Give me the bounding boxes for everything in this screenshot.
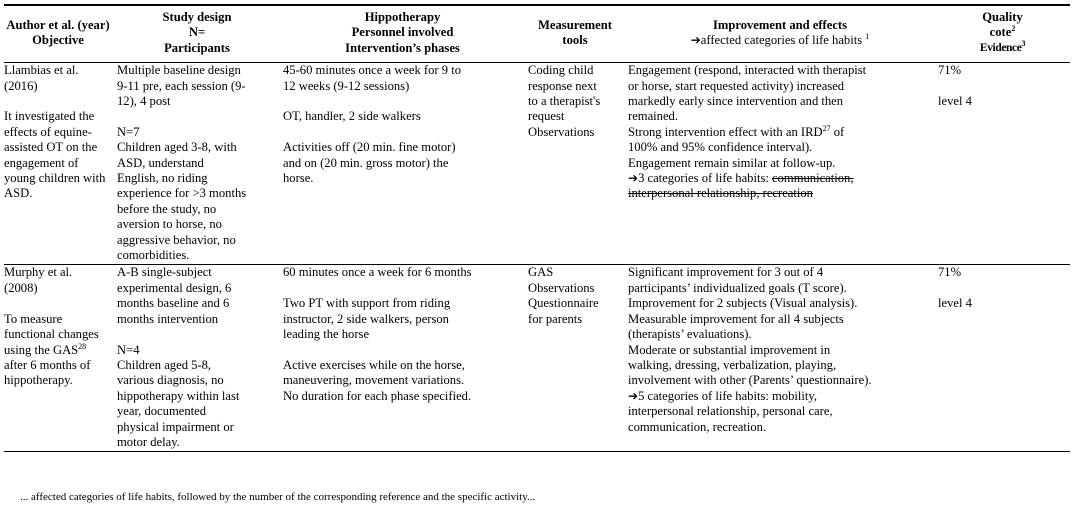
author-objective-cell: Llambias et al. (2016) It investigated the effects of equine- assisted OT on the engagement of young children with ASD. xyxy=(4,63,106,201)
header-measurement-tools: Measurement tools xyxy=(525,5,625,63)
study-design-cell: Multiple baseline design 9-11 pre, each session (9- 12), 4 post N=7 Children aged 3-8, with ASD, understand English, no riding experience for >3 months before the study, no aversion to horse, no aggressive behavior, no comorbidities. xyxy=(117,63,247,263)
effects-cell: Significant improvement for 3 out of 4 participants’ individualized goals (T score). Improvement for 2 subjects (Visual analysis). Measurable improvement for all 4 subjects (therapists’ evaluations). Moderate or substantial improvement in walking, dressing, verbalization, playing, involvement with other (Parents’ questionnaire). ➔5 categories of life habits: mobility, interpersonal relationship, personal care, communication, recreation. xyxy=(625,265,935,452)
header-quality-evidence: Quality cote$^2$ Evidence$^3$ xyxy=(935,5,1070,63)
measurement-tools-cell: Coding child response next to a therapist's request Observations xyxy=(528,63,601,139)
quality-evidence-cell: 71% level 4 xyxy=(938,63,972,109)
author-objective-cell: Murphy et al. (2008) To measure functional changes using the GAS$^{28}$ after 6 months of hippotherapy. xyxy=(4,265,99,388)
arrow-icon: ➔ xyxy=(628,171,639,186)
measurement-tools-cell: GAS Observations Questionnaire for parents xyxy=(528,265,599,326)
header-author-objective: Author et al. (year) Objective xyxy=(4,5,114,63)
hippotherapy-cell: 45-60 minutes once a week for 9 to 12 weeks (9-12 sessions) OT, handler, 2 side walkers Activities off (20 min. fine motor) and on (20 min. gross motor) the horse. xyxy=(283,63,462,186)
header-row xyxy=(4,5,1070,63)
quality-evidence-cell: 71% level 4 xyxy=(938,265,972,311)
header-study-design: Study design N= Participants xyxy=(114,5,280,63)
study-design-cell: A-B single-subject experimental design, 6 months baseline and 6 months intervention N=4 Children aged 5-8, various diagnosis, no hippotherapy within last year, documented physical impairment or motor delay. xyxy=(117,265,240,449)
arrow-icon: ➔ xyxy=(690,33,701,48)
header-improvement-effects: Improvement and effects ➔affected categories of life habits $^1$ xyxy=(625,5,935,63)
studies-table xyxy=(4,4,1070,452)
header-hippotherapy: Hippotherapy Personnel involved Intervention’s phases xyxy=(280,5,525,63)
life-habits-line: ➔3 categories of life habits: communication, xyxy=(628,171,854,186)
table-row xyxy=(4,63,1070,265)
table-row xyxy=(4,265,1070,452)
effects-cell: Engagement (respond, interacted with therapist or horse, start requested activity) increased markedly early since intervention and then remained. Strong intervention effect with an IRD$^{27}$ of 100% and 95% confidence interval). Engagement remain similar at follow-up. ➔3 categories of life habits: communication, interpersonal relationship, recreation xyxy=(625,63,935,265)
life-habits-line: ➔5 categories of life habits: mobility, xyxy=(628,388,818,403)
arrow-icon: ➔ xyxy=(628,388,639,403)
footnote: ... affected categories of life habits, followed by the number of the corresponding reference and the specific activity... xyxy=(20,491,536,503)
hippotherapy-cell: 60 minutes once a week for 6 months Two PT with support from riding instructor, 2 side walkers, person leading the horse Active exercises while on the horse, maneuvering, movement variations. No duration for each phase specified. xyxy=(283,265,472,403)
